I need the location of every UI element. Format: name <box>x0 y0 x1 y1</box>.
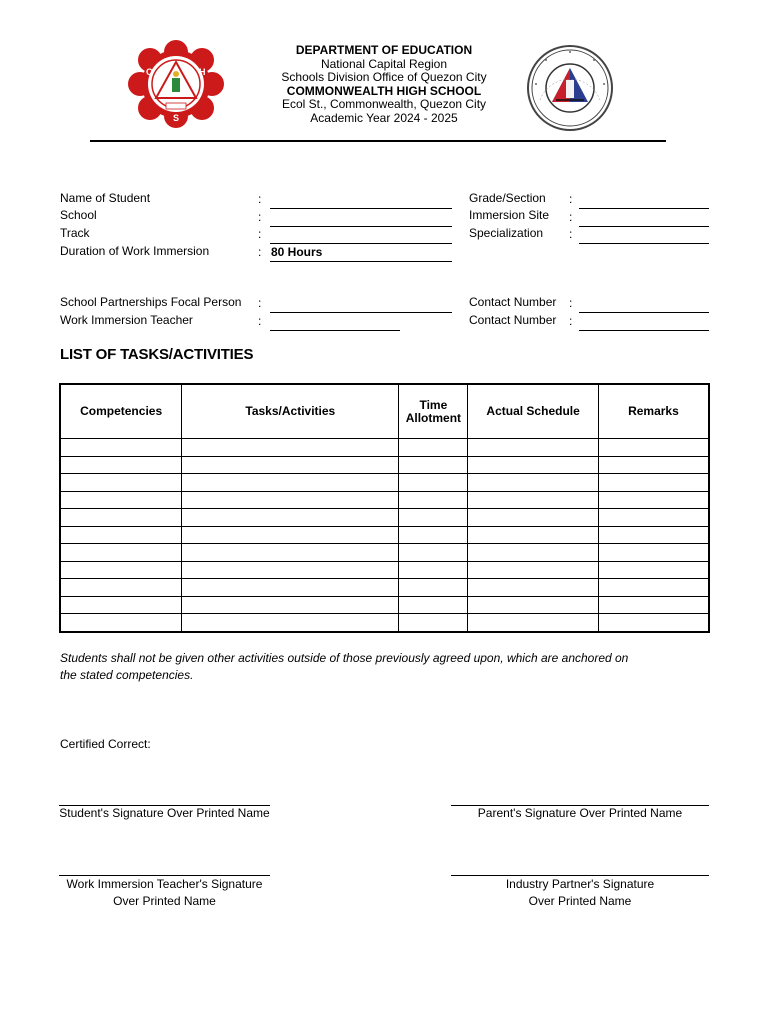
field-label-school: School <box>60 208 97 222</box>
teacher-signature-label-line2: Over Printed Name <box>113 894 216 908</box>
table-cell[interactable] <box>468 491 598 509</box>
table-cell[interactable] <box>182 544 399 562</box>
header-department: DEPARTMENT OF EDUCATION <box>295 43 473 57</box>
table-cell[interactable] <box>598 596 709 614</box>
table-cell[interactable] <box>60 509 182 527</box>
duration-value: 80 Hours <box>271 245 323 259</box>
field-label-track: Track <box>60 226 90 240</box>
table-cell[interactable] <box>60 596 182 614</box>
table-cell[interactable] <box>182 596 399 614</box>
table-cell[interactable] <box>182 456 399 474</box>
table-cell[interactable] <box>598 579 709 597</box>
table-cell[interactable] <box>60 561 182 579</box>
focal-person-field[interactable] <box>270 300 452 313</box>
table-cell[interactable] <box>399 509 468 527</box>
table-cell[interactable] <box>468 579 598 597</box>
table-cell[interactable] <box>468 474 598 492</box>
table-row <box>60 474 709 492</box>
field-label-immersion-teacher: Work Immersion Teacher <box>60 313 193 327</box>
grade-section-field[interactable] <box>579 196 709 209</box>
student-signature-label: Student's Signature Over Printed Name <box>59 806 270 820</box>
table-row <box>60 526 709 544</box>
table-cell[interactable] <box>598 509 709 527</box>
contact-number-1-field[interactable] <box>579 300 709 313</box>
contact-number-2-field[interactable] <box>579 318 709 331</box>
table-row <box>60 579 709 597</box>
table-cell[interactable] <box>468 596 598 614</box>
tasks-table <box>59 383 710 633</box>
parent-signature-label: Parent's Signature Over Printed Name <box>477 806 683 820</box>
table-cell[interactable] <box>598 456 709 474</box>
immersion-site-field[interactable] <box>579 214 709 227</box>
table-cell[interactable] <box>399 544 468 562</box>
column-header-competencies: Competencies <box>60 384 182 439</box>
column-header-time-allotment-label: Time Allotment <box>405 397 462 425</box>
table-cell[interactable] <box>60 491 182 509</box>
column-header-time-allotment <box>399 384 468 439</box>
table-cell[interactable] <box>598 491 709 509</box>
section-title: LIST OF TASKS/ACTIVITIES <box>60 346 254 363</box>
table-cell[interactable] <box>182 526 399 544</box>
field-colon: : <box>258 210 262 224</box>
seal-letter-c: C <box>146 67 153 77</box>
table-row <box>60 544 709 562</box>
table-cell[interactable] <box>60 526 182 544</box>
header-division: Schools Division Office of Quezon City <box>281 70 487 85</box>
table-cell[interactable] <box>60 474 182 492</box>
document-header <box>240 44 528 126</box>
field-colon: : <box>569 227 573 241</box>
header-address: Ecol St., Commonwealth, Quezon City <box>281 97 487 112</box>
table-header-row <box>60 384 709 439</box>
field-label-contact-number-1: Contact Number <box>469 295 557 309</box>
table-cell[interactable] <box>468 509 598 527</box>
field-colon: : <box>258 245 262 259</box>
table-cell[interactable] <box>60 456 182 474</box>
field-colon: : <box>569 296 573 310</box>
field-label-focal-person: School Partnerships Focal Person <box>60 295 242 309</box>
table-cell[interactable] <box>468 456 598 474</box>
table-cell[interactable] <box>399 561 468 579</box>
table-row <box>60 509 709 527</box>
header-region: National Capital Region <box>320 56 448 71</box>
competency-note: Students shall not be given other activities outside of those previously agreed upon, which are anchored on the stated competencies. <box>60 651 629 682</box>
field-label-name-of-student: Name of Student <box>60 191 151 205</box>
table-cell[interactable] <box>60 544 182 562</box>
teacher-signature-label-line1: Work Immersion Teacher's Signature <box>66 877 263 891</box>
table-cell[interactable] <box>399 491 468 509</box>
table-row <box>60 491 709 509</box>
field-colon: : <box>258 227 262 241</box>
field-label-immersion-site: Immersion Site <box>469 208 550 222</box>
school-seal-logo <box>128 40 224 128</box>
table-cell[interactable] <box>60 579 182 597</box>
table-cell[interactable] <box>60 614 182 632</box>
field-label-grade-section: Grade/Section <box>469 191 546 205</box>
table-cell[interactable] <box>182 561 399 579</box>
table-cell[interactable] <box>598 474 709 492</box>
header-school: COMMONWEALTH HIGH SCHOOL <box>286 83 482 98</box>
table-row <box>60 456 709 474</box>
table-cell[interactable] <box>399 614 468 632</box>
field-colon: : <box>569 314 573 328</box>
field-colon: : <box>258 314 262 328</box>
seal-letter-s: S <box>173 113 180 123</box>
partner-signature-label <box>451 876 709 910</box>
header-academic-year: Academic Year 2024 - 2025 <box>310 110 458 125</box>
table-cell[interactable] <box>399 526 468 544</box>
column-header-actual-schedule: Actual Schedule <box>468 384 598 439</box>
table-cell[interactable] <box>598 439 709 457</box>
immersion-teacher-field[interactable] <box>270 318 400 331</box>
table-cell[interactable] <box>182 491 399 509</box>
division-office-seal-logo <box>526 44 614 132</box>
column-header-tasks-activities: Tasks/Activities <box>182 384 399 439</box>
table-cell[interactable] <box>182 614 399 632</box>
track-field[interactable] <box>270 231 452 244</box>
field-label-contact-number-2: Contact Number <box>469 313 557 327</box>
table-cell[interactable] <box>182 474 399 492</box>
table-cell[interactable] <box>598 561 709 579</box>
field-colon: : <box>258 192 262 206</box>
table-cell[interactable] <box>468 614 598 632</box>
partner-signature-label-line2: Over Printed Name <box>528 894 632 908</box>
table-cell[interactable] <box>468 526 598 544</box>
table-row <box>60 596 709 614</box>
table-row <box>60 561 709 579</box>
field-colon: : <box>569 210 573 224</box>
table-cell[interactable] <box>399 439 468 457</box>
name-of-student-field[interactable] <box>270 196 452 209</box>
partner-signature-label-line1: Industry Partner's Signature <box>505 877 655 891</box>
table-body <box>60 439 709 632</box>
table-cell[interactable] <box>468 561 598 579</box>
table-cell[interactable] <box>60 439 182 457</box>
table-cell[interactable] <box>598 614 709 632</box>
certified-correct-label: Certified Correct: <box>60 737 151 751</box>
field-colon: : <box>569 192 573 206</box>
school-field[interactable] <box>270 214 452 227</box>
table-row <box>60 614 709 632</box>
table-cell[interactable] <box>598 526 709 544</box>
field-colon: : <box>258 296 262 310</box>
table-cell[interactable] <box>598 544 709 562</box>
table-cell[interactable] <box>182 509 399 527</box>
table-cell[interactable] <box>468 544 598 562</box>
field-label-duration: Duration of Work Immersion <box>60 244 210 258</box>
header-divider <box>90 140 666 142</box>
specialization-field[interactable] <box>579 231 709 244</box>
table-cell[interactable] <box>182 439 399 457</box>
table-cell[interactable] <box>399 579 468 597</box>
table-cell[interactable] <box>399 456 468 474</box>
table-cell[interactable] <box>399 474 468 492</box>
column-header-remarks: Remarks <box>598 384 709 439</box>
field-label-specialization: Specialization <box>469 226 544 240</box>
table-cell[interactable] <box>468 439 598 457</box>
seal-letter-h: H <box>199 67 206 77</box>
table-row <box>60 439 709 457</box>
teacher-signature-label <box>59 876 270 910</box>
table-cell[interactable] <box>182 579 399 597</box>
table-cell[interactable] <box>399 596 468 614</box>
